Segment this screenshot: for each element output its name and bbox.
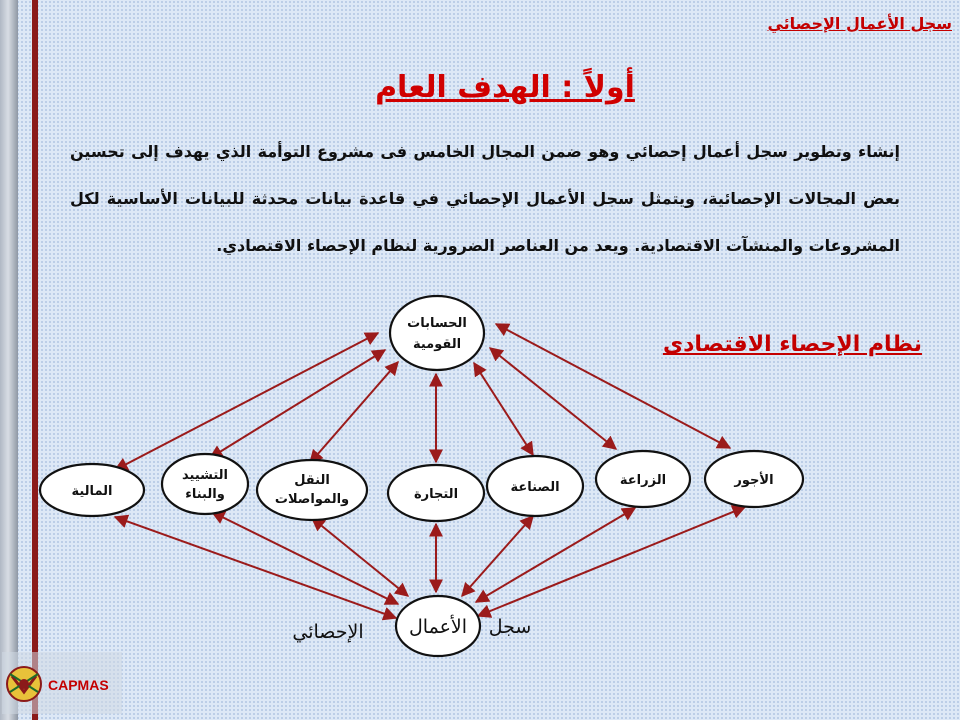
node-national-accounts-line2: القومية xyxy=(412,337,462,352)
node-transport xyxy=(257,460,367,520)
subtitle-economic-stats-system: نظام الإحصاء الاقتصادى xyxy=(662,332,922,357)
node-wages-label: الأجور xyxy=(734,473,774,488)
arrow-top-industry xyxy=(474,363,533,455)
node-finance-label: المالية xyxy=(71,484,113,499)
node-finance xyxy=(40,464,144,516)
arrow-finance-bottom xyxy=(115,517,396,618)
node-construction-line2: والبناء xyxy=(185,487,225,502)
node-agriculture-label: الزراعة xyxy=(619,473,667,488)
eagle-emblem-icon xyxy=(7,667,41,701)
arrow-construction-bottom xyxy=(212,512,398,604)
node-transport-line2: والمواصلات xyxy=(274,492,350,507)
node-register-center-label: الأعمال xyxy=(408,616,468,638)
node-industry xyxy=(487,456,583,516)
node-register-right-label: سجل xyxy=(488,616,532,638)
arrow-agriculture-bottom xyxy=(476,508,635,602)
node-national-accounts-line1: الحسابات xyxy=(407,316,467,331)
arrow-wages-bottom xyxy=(478,507,745,616)
capmas-logo xyxy=(2,652,122,714)
arrow-top-agriculture xyxy=(490,348,616,449)
node-trade xyxy=(388,465,484,521)
node-industry-label: الصناعة xyxy=(510,480,560,495)
arrow-top-transport xyxy=(310,362,398,463)
node-construction xyxy=(162,454,248,514)
arrow-industry-bottom xyxy=(462,516,533,596)
node-statistical-business-register xyxy=(292,596,531,656)
arrow-top-wages xyxy=(496,324,730,448)
main-title: أولاً : الهدف العام xyxy=(375,70,635,105)
arrow-top-finance xyxy=(115,333,378,470)
node-trade-label: التجارة xyxy=(413,487,459,502)
node-register-left-label: الإحصائي xyxy=(292,621,364,643)
node-national-accounts xyxy=(390,296,484,370)
node-transport-line1: النقل xyxy=(294,473,330,488)
node-wages xyxy=(705,451,803,507)
node-construction-line1: التشييد xyxy=(182,468,228,483)
node-agriculture xyxy=(596,451,690,507)
header-title: سجل الأعمال الإحصائي xyxy=(767,14,952,33)
capmas-logo-text: CAPMAS xyxy=(48,677,109,693)
arrow-top-construction xyxy=(210,350,385,458)
goal-paragraph: إنشاء وتطوير سجل أعمال إحصائي وهو ضمن المجال الخامس فى مشروع التوأمة الذي يهدف إلى تحسين بعض المجالات الإحصائية، ويتمثل سجل الأعمال الإحصائي في قاعدة بيانات محدثة للبيانات الأساسية لكل المشروعات والمنشآت الاقتصادية. ويعد من العناصر الضرورية لنظام الإحصاء الاقتصادي. xyxy=(70,142,900,255)
